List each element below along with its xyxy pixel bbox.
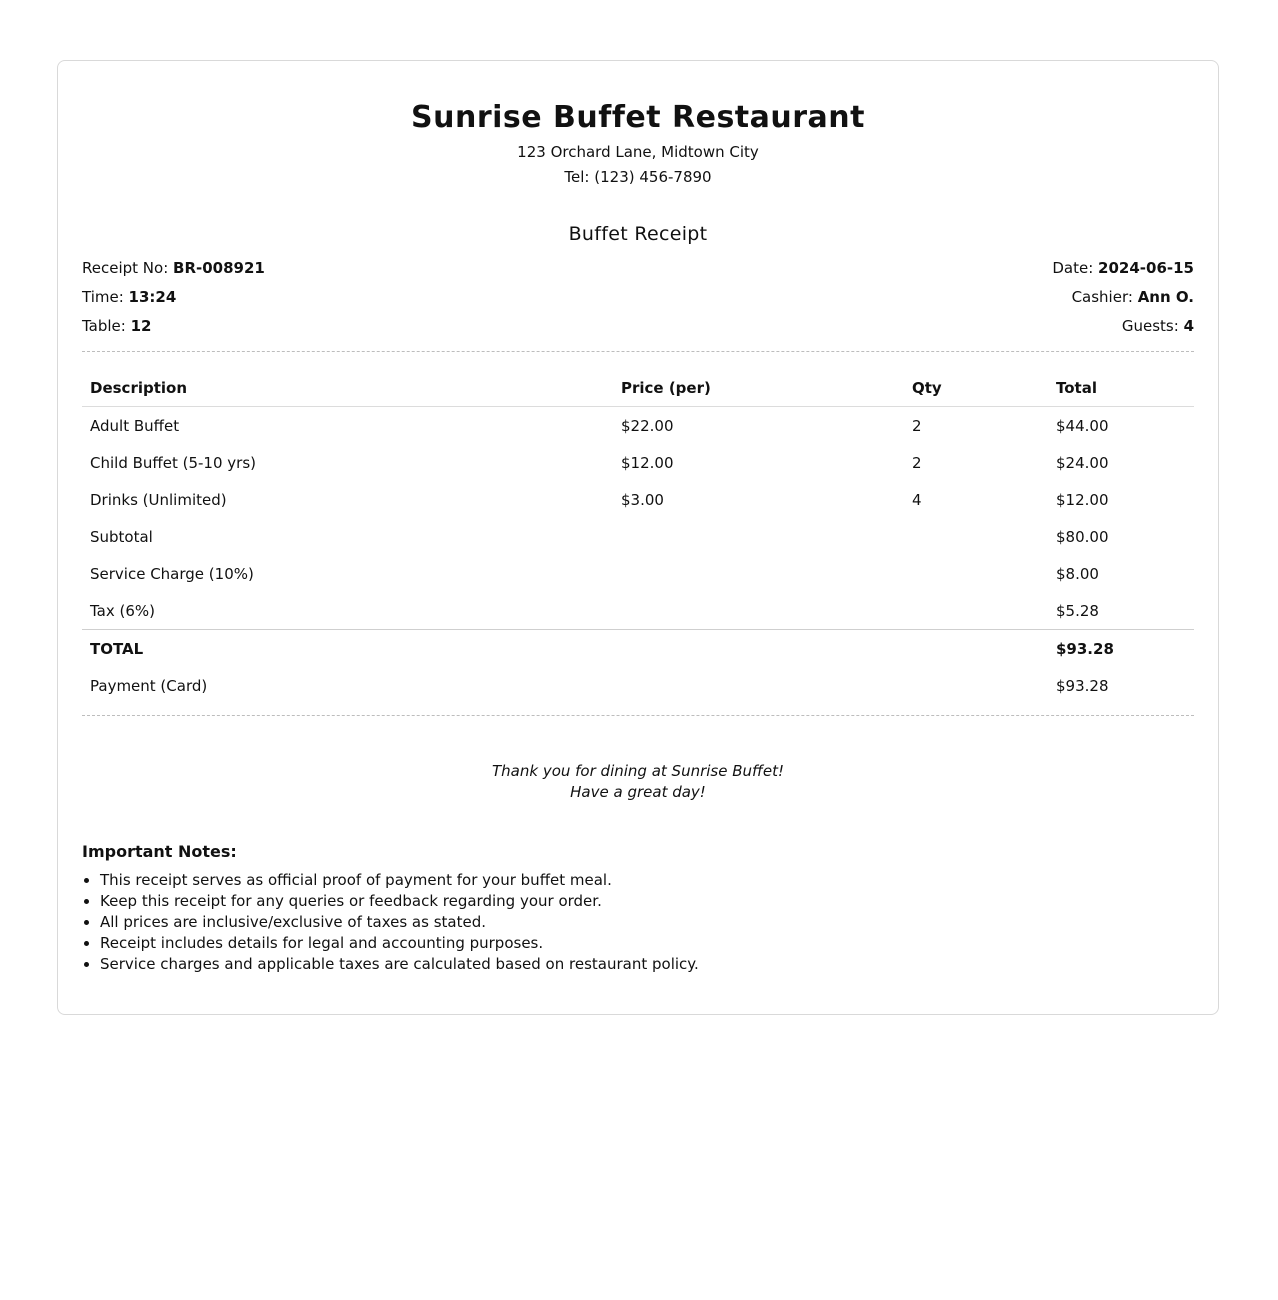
- thank-you-line: Thank you for dining at Sunrise Buffet!: [492, 762, 784, 780]
- subtotal-value: $80.00: [1056, 527, 1109, 546]
- note-item: • Receipt includes details for legal and accounting purposes.: [100, 933, 1194, 954]
- item-total: $12.00: [1056, 490, 1109, 509]
- receipt-guests-value: 4: [1183, 317, 1194, 335]
- item-qty: 4: [912, 490, 922, 509]
- service-charge-label: Service Charge (10%): [90, 564, 254, 583]
- table-row: [82, 444, 1194, 481]
- divider: [82, 351, 1194, 352]
- table-header-row: [82, 369, 1194, 407]
- note-item: • This receipt serves as official proof of payment for your buffet meal.: [100, 870, 1194, 891]
- total-value: $93.28: [1048, 630, 1194, 668]
- receipt-table-label: Table:: [82, 317, 126, 335]
- header-total: Total: [1048, 369, 1194, 407]
- item-total: $44.00: [1056, 416, 1109, 435]
- note-item: • All prices are inclusive/exclusive of taxes as stated.: [100, 912, 1194, 933]
- header-qty: Qty: [904, 369, 1048, 407]
- header-price: Price (per): [613, 369, 904, 407]
- receipt-date-value: 2024-06-15: [1098, 259, 1194, 277]
- item-price: $3.00: [621, 490, 664, 509]
- restaurant-phone: Tel: (123) 456-7890: [564, 168, 712, 186]
- thank-you-message: [82, 761, 1194, 803]
- receipt-number-label: Receipt No:: [82, 259, 169, 277]
- item-qty: 2: [912, 416, 922, 435]
- receipt-time-label: Time:: [82, 288, 124, 306]
- subtotal-label: Subtotal: [90, 527, 153, 546]
- receipt-cashier-value: Ann O.: [1137, 288, 1194, 306]
- restaurant-name: Sunrise Buffet Restaurant: [411, 100, 865, 135]
- payment-label: Payment (Card): [90, 676, 208, 695]
- receipt-card: [57, 60, 1219, 1015]
- subtotal-row: [82, 518, 1194, 555]
- meta-right: [1052, 258, 1194, 345]
- table-row: [82, 407, 1194, 445]
- tax-row: [82, 592, 1194, 630]
- item-total: $24.00: [1056, 453, 1109, 472]
- item-price: $12.00: [621, 453, 674, 472]
- restaurant-address: 123 Orchard Lane, Midtown City: [517, 143, 759, 161]
- payment-value: $93.28: [1056, 676, 1109, 695]
- notes-title: Important Notes:: [82, 842, 237, 861]
- receipt-title: Buffet Receipt: [568, 223, 708, 245]
- receipt-time-value: 13:24: [128, 288, 177, 306]
- service-charge-row: [82, 555, 1194, 592]
- receipt-guests: [1052, 316, 1194, 345]
- farewell-line: Have a great day!: [570, 783, 706, 801]
- item-qty: 2: [912, 453, 922, 472]
- receipt-table-value: 12: [130, 317, 152, 335]
- receipt-table: [82, 316, 265, 345]
- item-description: Adult Buffet: [90, 416, 180, 435]
- item-description: Child Buffet (5-10 yrs): [90, 453, 256, 472]
- receipt-number-value: BR-008921: [173, 259, 265, 277]
- receipt-guests-label: Guests:: [1121, 317, 1179, 335]
- receipt-time: [82, 287, 265, 316]
- note-item: • Service charges and applicable taxes are calculated based on restaurant policy.: [100, 954, 1194, 975]
- service-charge-value: $8.00: [1056, 564, 1099, 583]
- tax-label: Tax (6%): [90, 601, 156, 620]
- header-description: Description: [82, 369, 613, 407]
- payment-row: [82, 667, 1194, 704]
- tax-value: $5.28: [1056, 601, 1099, 620]
- notes-list: [82, 870, 1194, 975]
- table-row: [82, 481, 1194, 518]
- item-price: $22.00: [621, 416, 674, 435]
- meta-left: [82, 258, 265, 345]
- receipt-date-label: Date:: [1052, 259, 1094, 277]
- total-label: TOTAL: [82, 630, 613, 668]
- receipt-meta: [82, 258, 1194, 345]
- receipt-cashier-label: Cashier:: [1071, 288, 1133, 306]
- divider: [82, 715, 1194, 716]
- total-row: [82, 630, 1194, 668]
- item-description: Drinks (Unlimited): [90, 490, 227, 509]
- items-table: [82, 369, 1194, 704]
- receipt-number: [82, 258, 265, 287]
- receipt-date: [1052, 258, 1194, 287]
- receipt-cashier: [1052, 287, 1194, 316]
- note-item: • Keep this receipt for any queries or feedback regarding your order.: [100, 891, 1194, 912]
